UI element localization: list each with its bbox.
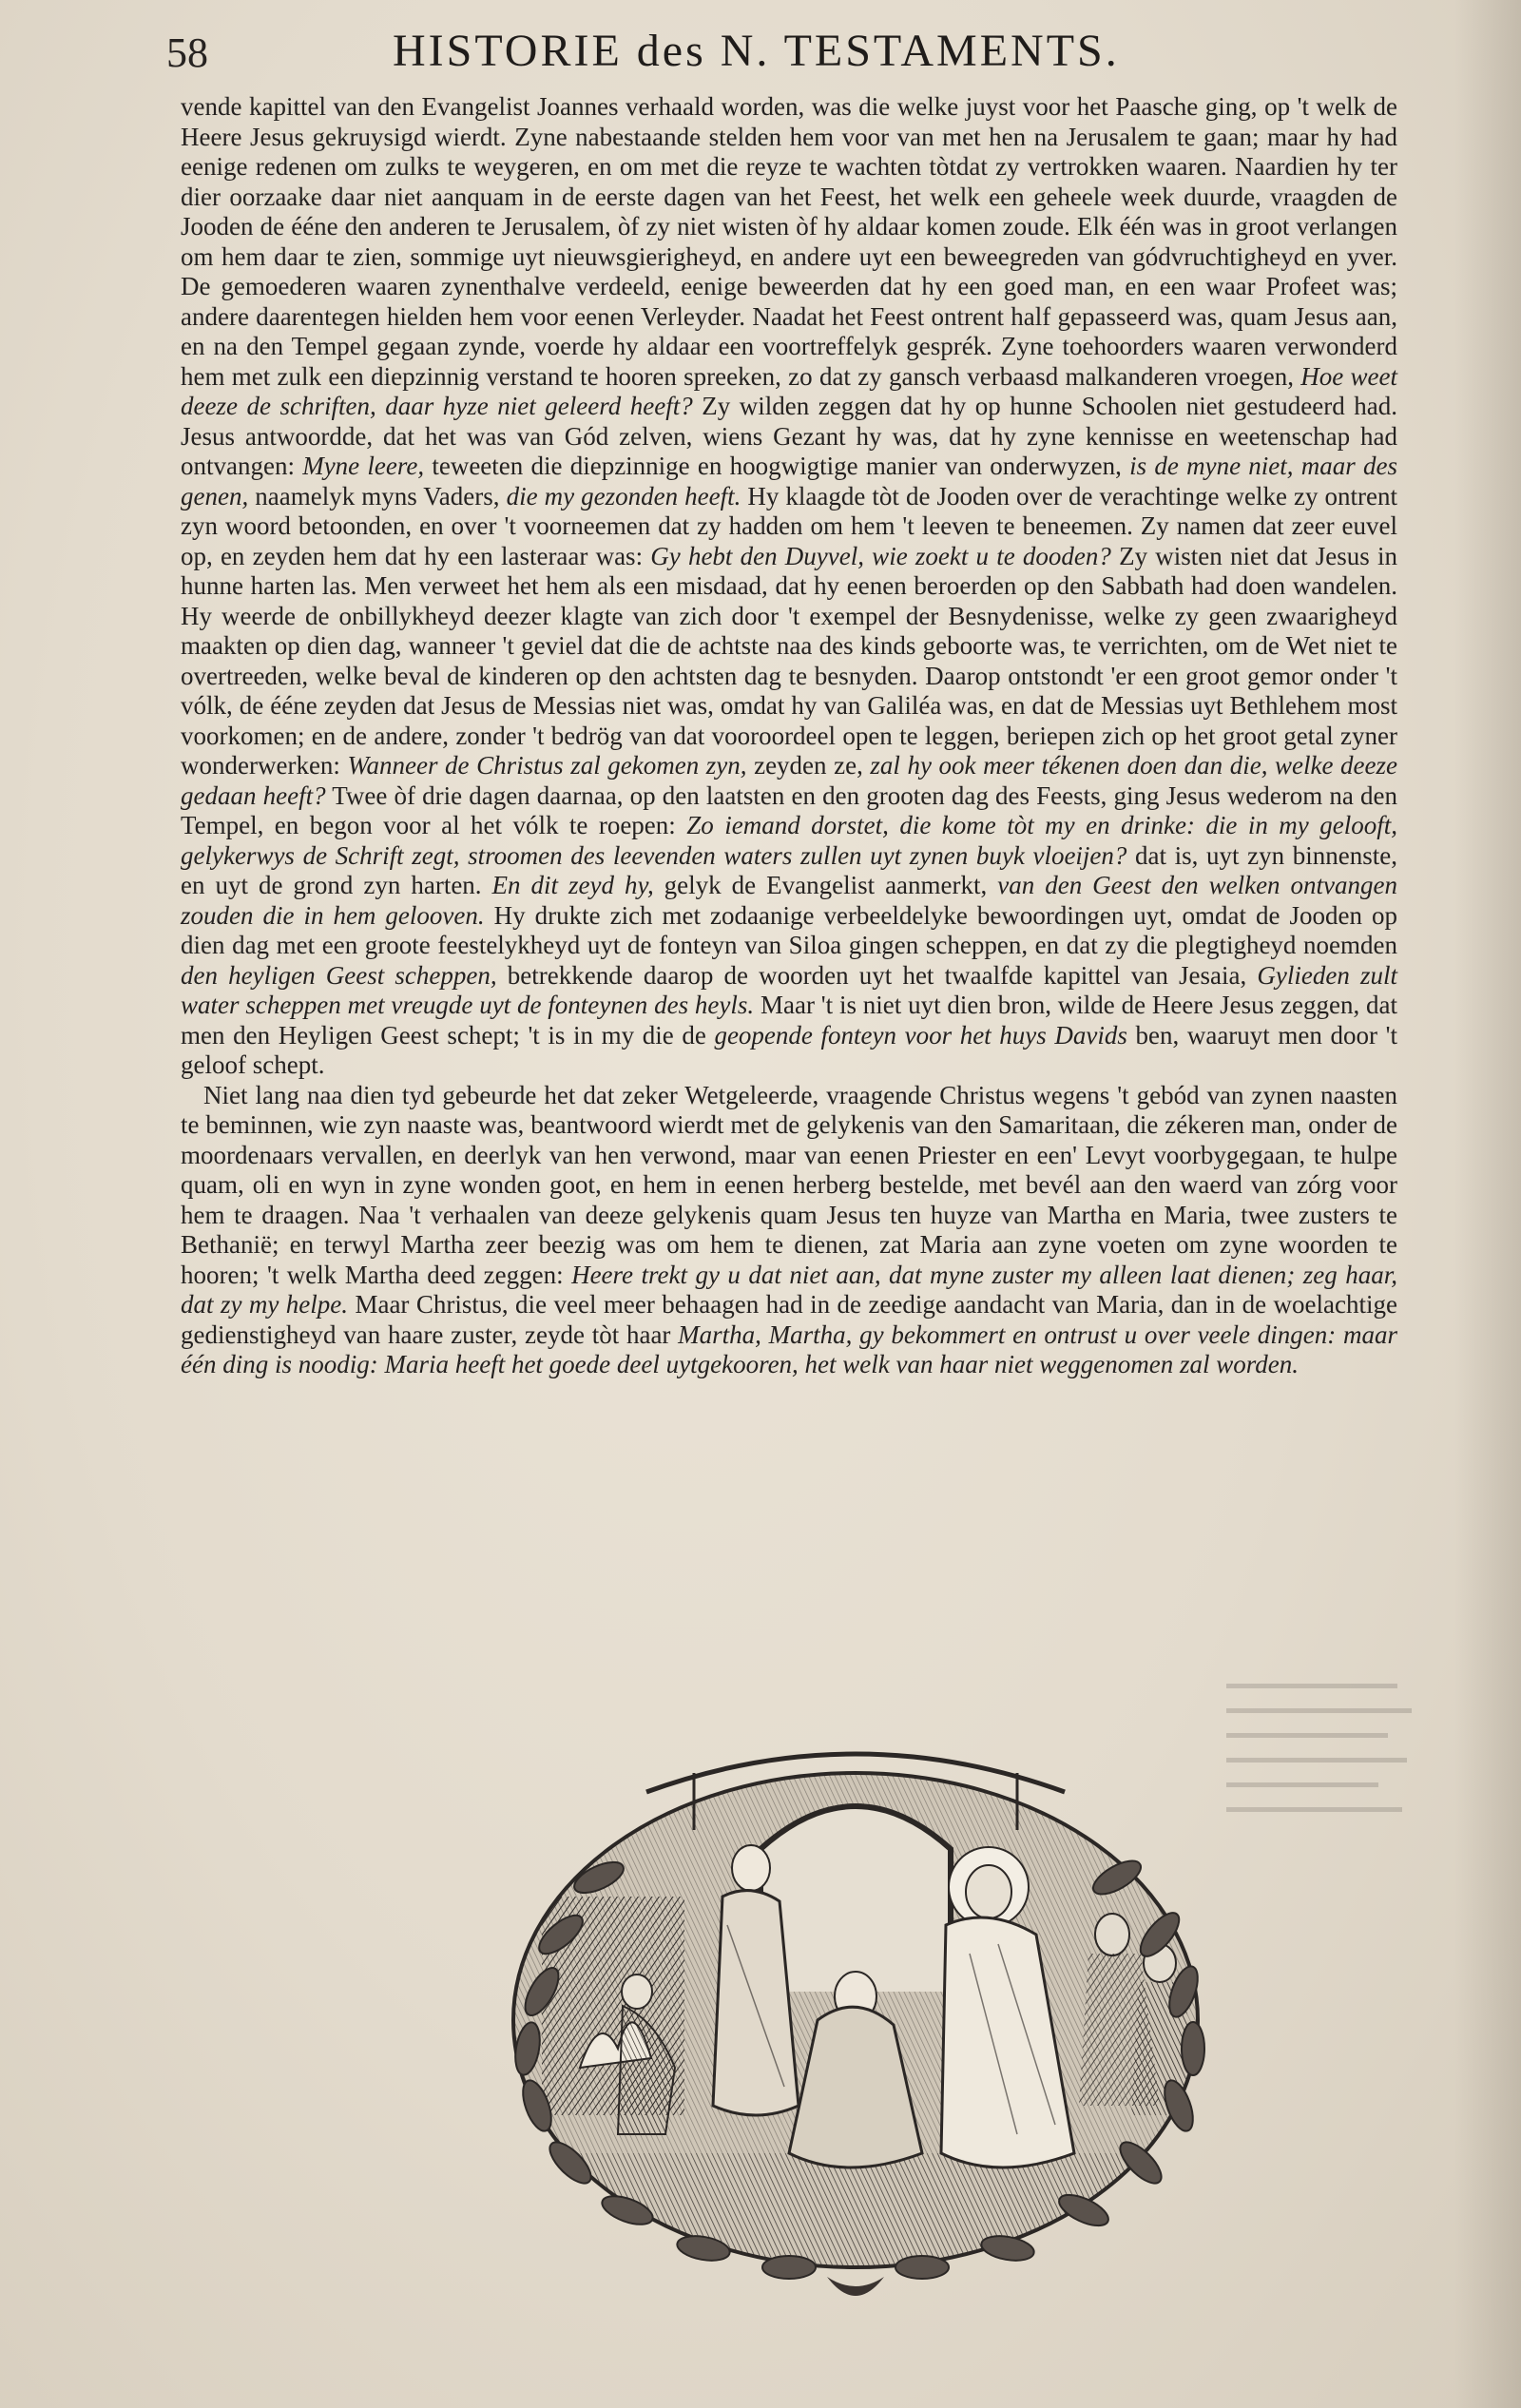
text-run: Hy drukte zich met zodaanige verbeeldelyke bewoordingen uyt, omdat de Jooden op dien dag met een groote feestelykheyd uyt de fonteyn van Siloa gingen scheppen, en dat zy die plegtigheyd noemden bbox=[181, 900, 1397, 959]
italic-quote: Zo iemand dorstet, die kome tòt my en drinke: die in my gelooft, gelykerwys de Schrift zegt, stroomen des leevenden waters zullen uyt zynen buyk vloeijen? bbox=[181, 811, 1397, 870]
text-run: dat is, uyt zyn binnenste, en uyt de grond zyn harten. bbox=[181, 840, 1397, 899]
text-run: Maar 't is niet uyt dien bron, wilde de Heere Jesus zeggen, dat men den Heyligen Geest schept; 't is in my die de bbox=[181, 991, 1397, 1050]
italic-quote: Hoe weet deeze de schriften, daar hyze niet geleerd heeft? bbox=[181, 361, 1397, 420]
italic-quote: Wanneer de Christus zal gekomen zyn, bbox=[347, 751, 747, 780]
italic-quote: die my gezonden heeft. bbox=[506, 481, 741, 510]
text-run: teweeten die diepzinnige en hoogwigtige manier van onderwyzen, bbox=[424, 452, 1130, 480]
italic-quote: Gylieden zult water scheppen met vreugde uyt de fonteynen des heyls. bbox=[181, 960, 1398, 1019]
italic-quote: Myne leere, bbox=[302, 452, 425, 480]
text-run: Zy wisten niet dat Jesus in hunne harten las. Men verweet het hem als een misdaad, dat hy eenen beroerden op den Sabbath had doen wandelen. Hy weerde de onbillykheyd deezer klagte van zich door 't exempel der Besnydenisse, welke zy geen zwaarigheyd maakten op dien dag, wanneer 't geviel dat die de achtste naa des kinds geboorte was, te verrichten, om de Wet niet te overtreeden, welke beval de kinderen op den achtsten dag te besnyden. Daarop ontstondt 'er een groot gemor onder 't vólk, de ééne zeyden dat Jesus de Messias niet was, omdat hy van Galiléa was, en dat de Messias uyt Bethlehem most voorkomen; en de andere, zonder 't bedrög van dat vooroordeel open te leggen, beriepen zich op het groot getal zyner wonderwerken: bbox=[181, 541, 1398, 780]
page-shadow bbox=[1454, 0, 1521, 2408]
text-run: Niet lang naa dien tyd gebeurde het dat zeker Wetgeleerde, vraagende Christus wegens 't gebód van zynen naasten te beminnen, wie zyn naaste was, beantwoord wierdt met de gelykenis van den Samaritaan, die zékeren man, onder de moordenaars vervallen, en deerlyk van hen verwond, maar van eenen Priester en een' Levyt voorbygegaan, te hulpe quam, oli en wyn in zyne wonden goot, en hem in eenen herberg bestelde, met bevél aan den waerd van zórg voor hem te draagen. Naa 't verhaalen van deeze gelykenis quam Jesus ten huyze van Martha en Maria, twee zusters te Bethanië; en terwyl Martha zeer beezig was om hem te dienen, zat Maria aan zyne voeten om zyne woorden te hooren; 't welk Martha deed zeggen: bbox=[181, 1080, 1397, 1289]
running-title: HISTORIE des N. TESTAMENTS. bbox=[393, 26, 1120, 76]
italic-quote: zal hy ook meer tékenen doen dan die, welke deeze gedaan heeft? bbox=[181, 751, 1398, 810]
text-run: Twee òf drie dagen daarnaa, op den laatsten en den grooten dag des Feests, ging Jesus wederom na den Tempel, en begon voor al het vólk te roepen: bbox=[181, 780, 1397, 839]
text-run: Maar Christus, die veel meer behaagen had in de zeedige aandacht van Maria, dan in de woelachtige gedienstigheyd van haare zuster, zeyde tòt haar bbox=[181, 1290, 1397, 1349]
paragraph-2 bbox=[181, 1081, 1397, 1380]
text-run: gelyk de Evangelist aanmerkt, bbox=[653, 871, 998, 899]
text-run: naamelyk myns Vaders, bbox=[248, 481, 507, 510]
engraving-art bbox=[409, 1706, 1350, 2315]
italic-quote: den heyligen Geest scheppen, bbox=[181, 960, 497, 990]
text-run: vende kapittel van den Evangelist Joannes verhaald worden, was die welke juyst voor het Paasche ging, op 't welk de Heere Jesus gekruysigd wierdt. Zyne nabestaande stelden hem voor van met hen na Jerusalem te gaan; maar hy had eenige redenen om zulks te weygeren, en om met die reyze te wachten tòtdat zy vertrokken waaren. Naardien hy ter dier oorzaake daar niet aanquam in de eerste dagen van het Feest, het welk een geheele week duurde, vraagden de Jooden de ééne den anderen te Jerusalem, òf zy niet wisten òf hy aldaar komen zoude. Elk één was in groot verlangen om hem daar te zien, sommige uyt nieuwsgierigheyd, en andere uyt een beweegreden van gódvruchtigheyd en yver. De gemoederen waaren zynenthalve verdeeld, eenige beweerden dat hy een goed man, en een waar Profeet was; andere daarentegen hielden hem voor eenen Verleyder. Naadat het Feest ontrent half gepasseerd was, quam Jesus aan, en na den Tempel gegaan zynde, voerde hy aldaar een voortreffelyk gesprék. Zyne toehoorders waaren verwonderd hem met zulk een diepzinnig verstand te hooren spreeken, zo dat zy gansch verbaasd malkanderen vroegen, bbox=[181, 92, 1397, 391]
italic-quote: Gy hebt den Duyvel, wie zoekt u te dooden? bbox=[650, 541, 1111, 570]
engraving-vignette bbox=[409, 1706, 1350, 2315]
text-run: zeyden ze, bbox=[746, 751, 871, 780]
italic-quote: Heere trekt gy u dat niet aan, dat myne zuster my alleen laat dienen; zeg haar, dat zy my helpe. bbox=[181, 1260, 1397, 1319]
text-run: Zy wilden zeggen dat hy op hunne Schoolen niet gestudeerd had. Jesus antwoordde, dat het was van Gód zelven, wiens Gezant hy was, dat hy zyne kennisse en weetenschap had ontvangen: bbox=[181, 392, 1397, 480]
page-header bbox=[166, 21, 1212, 87]
text-run: Hy klaagde tòt de Jooden over de verachtinge welke zy ontrent zyn woord betoonden, en over 't voorneemen dat zy hadden om hem 't leeven te beneemen. Zy namen dat zeer euvel op, en zeyden hem dat hy een lasteraar was: bbox=[181, 481, 1397, 570]
text-run: betrekkende daarop de woorden uyt het twaalfde kapittel van Jesaia, bbox=[496, 960, 1258, 990]
italic-quote: is de myne niet, maar des genen, bbox=[181, 452, 1397, 510]
italic-quote: van den Geest den welken ontvangen zouden die in hem gelooven. bbox=[181, 871, 1398, 930]
italic-quote: En dit zeyd hy, bbox=[491, 871, 654, 899]
italic-quote: Martha, Martha, gy bekommert en ontrust u over veele dingen: maar één ding is noodig: Maria heeft het goede deel uytgekooren, het welk van haar niet weggenomen zal worden. bbox=[181, 1320, 1397, 1378]
body-text bbox=[181, 92, 1397, 1380]
text-run: ben, waaruyt men door 't geloof schept. bbox=[181, 1020, 1397, 1079]
paragraph-1 bbox=[181, 92, 1397, 1081]
page-number: 58 bbox=[166, 29, 208, 76]
italic-quote: geopende fonteyn voor het huys Davids bbox=[714, 1020, 1127, 1050]
